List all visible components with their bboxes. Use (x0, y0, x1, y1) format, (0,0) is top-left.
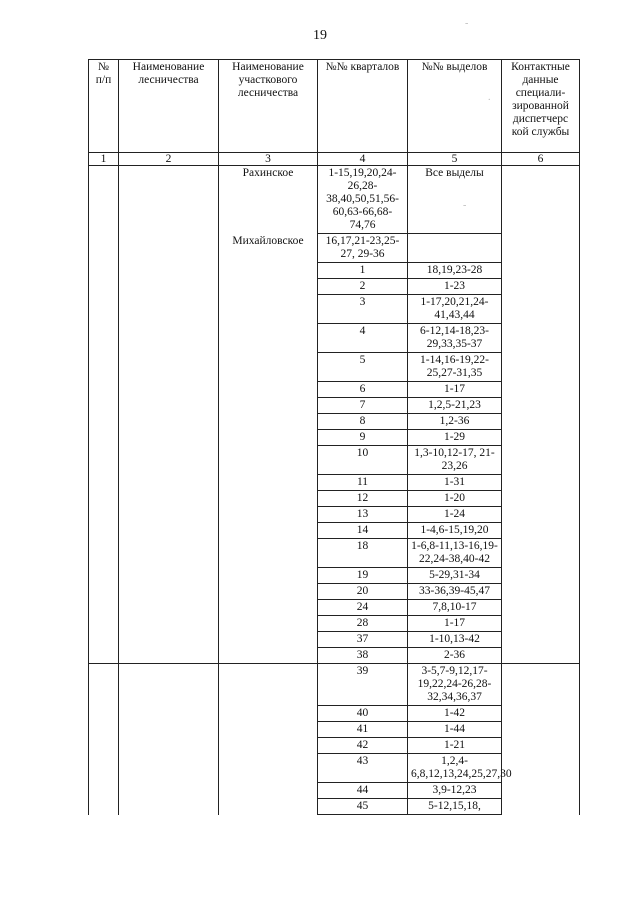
plots-cell: 1-17,20,21,24-41,43,44 (408, 295, 502, 324)
quarter-cell: 12 (318, 491, 408, 507)
plots-cell: 1-17 (408, 382, 502, 398)
plots-cell (408, 234, 502, 263)
column-number-cell: 5 (408, 153, 502, 166)
plots-cell: 1,2,4-6,8,12,13,24,25,27,30 (408, 754, 502, 783)
quarter-cell: 7 (318, 398, 408, 414)
district-name-cell: Михайловское (219, 234, 318, 664)
forestry-name-cell (119, 166, 219, 664)
plots-cell: 1-42 (408, 706, 502, 722)
quarter-cell: 19 (318, 568, 408, 584)
page-number: 19 (313, 28, 327, 43)
plots-cell: 5-12,15,18, (408, 799, 502, 815)
row-number-cell (89, 664, 119, 815)
quarter-cell: 45 (318, 799, 408, 815)
plots-cell: 1-44 (408, 722, 502, 738)
quarter-cell: 44 (318, 783, 408, 799)
column-number-cell: 6 (502, 153, 580, 166)
scan-mark: - (465, 18, 469, 29)
quarter-cell: 6 (318, 382, 408, 398)
quarter-cell: 10 (318, 446, 408, 475)
district-name-cell: Рахинское (219, 166, 318, 234)
quarter-cell: 4 (318, 324, 408, 353)
quarter-cell: 3 (318, 295, 408, 324)
quarter-cell: 13 (318, 507, 408, 523)
header-cell: Наименование лесничества (119, 60, 219, 153)
header-cell: №№ выделов (408, 60, 502, 153)
quarter-cell: 20 (318, 584, 408, 600)
header-cell: №№ кварталов (318, 60, 408, 153)
plots-cell: 1-31 (408, 475, 502, 491)
header-cell: Контактные данные специали-зированной диспетчерс кой службы (502, 60, 580, 153)
plots-cell: 1,2,5-21,23 (408, 398, 502, 414)
quarter-cell: 2 (318, 279, 408, 295)
quarter-cell: 28 (318, 616, 408, 632)
forestry-table (88, 59, 580, 815)
quarter-cell: 37 (318, 632, 408, 648)
plots-cell: 6-12,14-18,23-29,33,35-37 (408, 324, 502, 353)
plots-cell: 1-24 (408, 507, 502, 523)
table-row (89, 664, 580, 706)
quarter-cell: 16,17,21-23,25-27, 29-36 (318, 234, 408, 263)
plots-cell: 1,2-36 (408, 414, 502, 430)
quarter-cell: 43 (318, 754, 408, 783)
quarter-cell: 14 (318, 523, 408, 539)
header-row (89, 60, 580, 153)
plots-cell: 1-23 (408, 279, 502, 295)
contact-cell (502, 166, 580, 664)
plots-cell: 7,8,10-17 (408, 600, 502, 616)
header-cell: Наименование участкового лесничества (219, 60, 318, 153)
column-number-cell: 3 (219, 153, 318, 166)
quarter-cell: 1-15,19,20,24-26,28-38,40,50,51,56-60,63-66,68-74,76 (318, 166, 408, 234)
table-row (89, 166, 580, 234)
quarter-cell: 1 (318, 263, 408, 279)
quarter-cell: 41 (318, 722, 408, 738)
quarter-cell: 5 (318, 353, 408, 382)
plots-cell: 1,3-10,12-17, 21-23,26 (408, 446, 502, 475)
plots-cell: 18,19,23-28 (408, 263, 502, 279)
quarter-cell: 11 (318, 475, 408, 491)
plots-cell: 2-36 (408, 648, 502, 664)
plots-cell: 3,9-12,23 (408, 783, 502, 799)
plots-cell: 33-36,39-45,47 (408, 584, 502, 600)
quarter-cell: 24 (318, 600, 408, 616)
plots-cell: 3-5,7-9,12,17-19,22,24-26,28-32,34,36,37 (408, 664, 502, 706)
scan-mark: - (463, 200, 467, 211)
row-number-cell (89, 166, 119, 664)
plots-cell: 1-4,6-15,19,20 (408, 523, 502, 539)
plots-cell: 1-14,16-19,22-25,27-31,35 (408, 353, 502, 382)
quarter-cell: 42 (318, 738, 408, 754)
quarter-cell: 38 (318, 648, 408, 664)
plots-cell: 1-6,8-11,13-16,19-22,24-38,40-42 (408, 539, 502, 568)
column-number-row (89, 153, 580, 166)
quarter-cell: 39 (318, 664, 408, 706)
column-number-cell: 4 (318, 153, 408, 166)
plots-cell: 1-17 (408, 616, 502, 632)
quarter-cell: 9 (318, 430, 408, 446)
column-number-cell: 2 (119, 153, 219, 166)
quarter-cell: 8 (318, 414, 408, 430)
header-cell: № п/п (89, 60, 119, 153)
table-body (89, 166, 580, 815)
table-header (89, 60, 580, 166)
forestry-name-cell (119, 664, 219, 815)
district-name-cell (219, 664, 318, 815)
plots-cell: 1-21 (408, 738, 502, 754)
contact-cell (502, 664, 580, 815)
quarter-cell: 40 (318, 706, 408, 722)
quarter-cell: 18 (318, 539, 408, 568)
plots-cell: 1-29 (408, 430, 502, 446)
column-number-cell: 1 (89, 153, 119, 166)
plots-cell: 1-20 (408, 491, 502, 507)
plots-cell: Все выделы (408, 166, 502, 234)
scan-mark: . (488, 92, 491, 103)
plots-cell: 5-29,31-34 (408, 568, 502, 584)
plots-cell: 1-10,13-42 (408, 632, 502, 648)
